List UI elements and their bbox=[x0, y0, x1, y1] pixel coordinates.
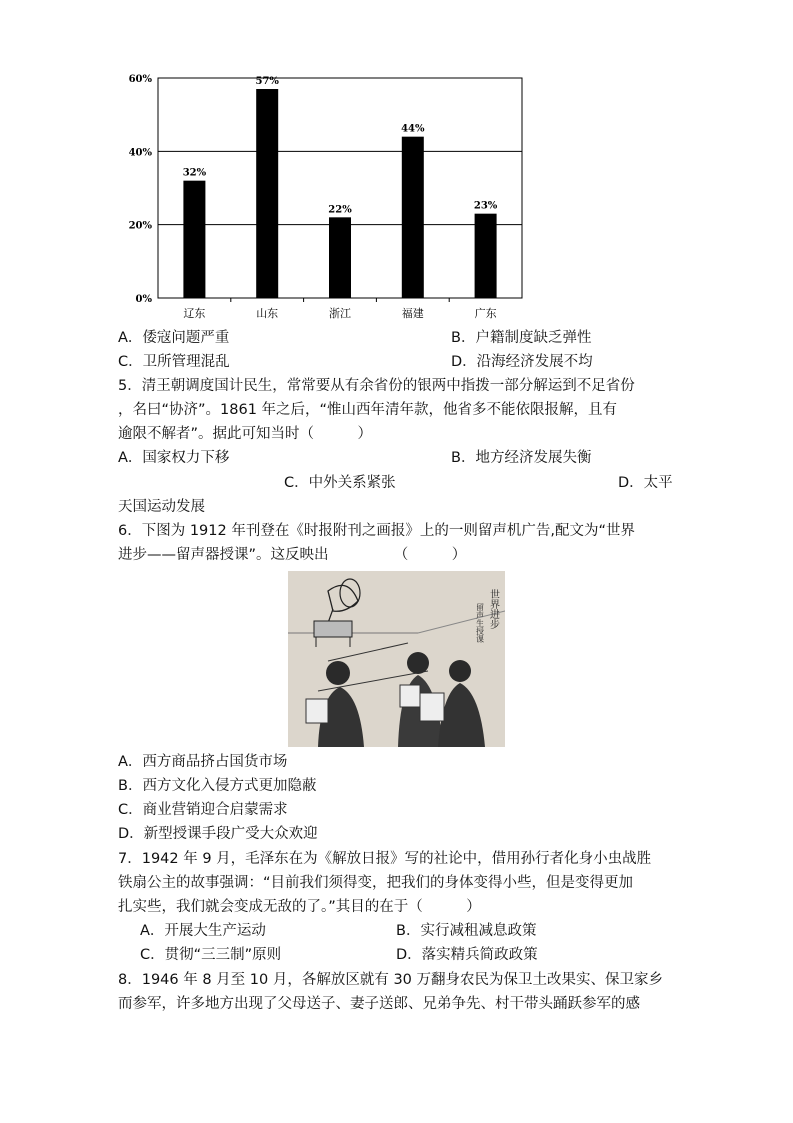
y-tick-label: 40% bbox=[128, 147, 152, 159]
data-label: 32% bbox=[182, 167, 207, 179]
q6-option-b: B．西方文化入侵方式更加隐蔽 bbox=[118, 778, 317, 794]
q7-option-c: C．贯彻“三三制”原则 bbox=[140, 947, 282, 963]
q7-option-d: D．落实精兵简政政策 bbox=[396, 947, 538, 963]
x-tick-label: 山东 bbox=[256, 307, 279, 320]
q5-stem-line1: 5．清王朝调度国计民生，常常要从有余省份的银两中指拨一部分解运到不足省份 bbox=[118, 378, 635, 394]
q6-option-d: D．新型授课手段广受大众欢迎 bbox=[118, 826, 318, 842]
bar-chart bbox=[110, 68, 530, 323]
gramophone-advertisement-illustration bbox=[288, 571, 505, 747]
q7-stem-line3: 扎实些，我们就会变成无敌的了。”其目的在于（ ） bbox=[118, 899, 481, 915]
q4-option-d: D．沿海经济发展不均 bbox=[451, 354, 593, 370]
q7-stem-line2: 铁扇公主的故事强调：“目前我们须得变，把我们的身体变得小些，但是变得更加 bbox=[118, 875, 634, 891]
q8-stem-line1: 8．1946 年 8 月至 10 月，各解放区就有 30 万翻身农民为保卫土改果实、保卫家乡 bbox=[118, 972, 664, 988]
q5-option-a: A．国家权力下移 bbox=[118, 450, 230, 466]
q6-stem-line2: 进步——留声器授课”。这反映出 （ ） bbox=[118, 547, 467, 563]
illustration-caption-2: 留声生授课 bbox=[475, 603, 485, 643]
illustration-caption: 世界进步 bbox=[487, 589, 499, 629]
q4-option-a: A．倭寇问题严重 bbox=[118, 330, 230, 346]
q5-stem-line3: 逾限不解者”。据此可知当时（ ） bbox=[118, 426, 373, 442]
q6-option-a: A．西方商品挤占国货市场 bbox=[118, 754, 288, 770]
bar bbox=[402, 137, 424, 298]
q8-stem-line2: 而参军，许多地方出现了父母送子、妻子送郎、兄弟争先、村干带头踊跃参军的感 bbox=[118, 996, 640, 1012]
y-tick-label: 60% bbox=[128, 74, 152, 85]
q5-stem-line2: ，名曰“协济”。1861 年之后，“惟山西年清年款，他省多不能依限报解，且有 bbox=[118, 402, 618, 418]
illustration-drawing bbox=[288, 571, 505, 747]
q6-option-c: C．商业营销迎合启蒙需求 bbox=[118, 802, 288, 818]
x-tick-label: 辽东 bbox=[183, 307, 206, 320]
data-label: 57% bbox=[255, 76, 279, 87]
bar bbox=[256, 89, 278, 298]
q5-option-d-continued: 天国运动发展 bbox=[118, 499, 205, 515]
x-tick-label: 浙江 bbox=[329, 307, 351, 320]
y-tick-label: 0% bbox=[135, 294, 152, 305]
q7-option-a: A．开展大生产运动 bbox=[140, 923, 266, 939]
q5-option-d: D．太平 bbox=[618, 475, 673, 491]
q5-option-b: B．地方经济发展失衡 bbox=[451, 450, 592, 466]
data-label: 23% bbox=[473, 200, 498, 212]
bar bbox=[329, 217, 351, 298]
q5-option-c: C．中外关系紧张 bbox=[284, 475, 396, 491]
bar bbox=[183, 181, 205, 298]
data-label: 44% bbox=[401, 123, 425, 135]
q6-stem-line1: 6．下图为 1912 年刊登在《时报附刊之画报》上的一则留声机广告,配文为“世界 bbox=[118, 523, 635, 539]
bar bbox=[475, 214, 497, 298]
q4-option-b: B．户籍制度缺乏弹性 bbox=[451, 330, 592, 346]
data-label: 22% bbox=[328, 204, 352, 216]
y-tick-label: 20% bbox=[128, 220, 152, 232]
q4-option-c: C．卫所管理混乱 bbox=[118, 354, 230, 370]
q7-option-b: B．实行减租减息政策 bbox=[396, 923, 537, 939]
q7-stem-line1: 7．1942 年 9 月，毛泽东在为《解放日报》写的社论中，借用孙行者化身小虫战胜 bbox=[118, 851, 652, 867]
x-tick-label: 福建 bbox=[401, 307, 424, 320]
x-tick-label: 广东 bbox=[474, 307, 497, 320]
